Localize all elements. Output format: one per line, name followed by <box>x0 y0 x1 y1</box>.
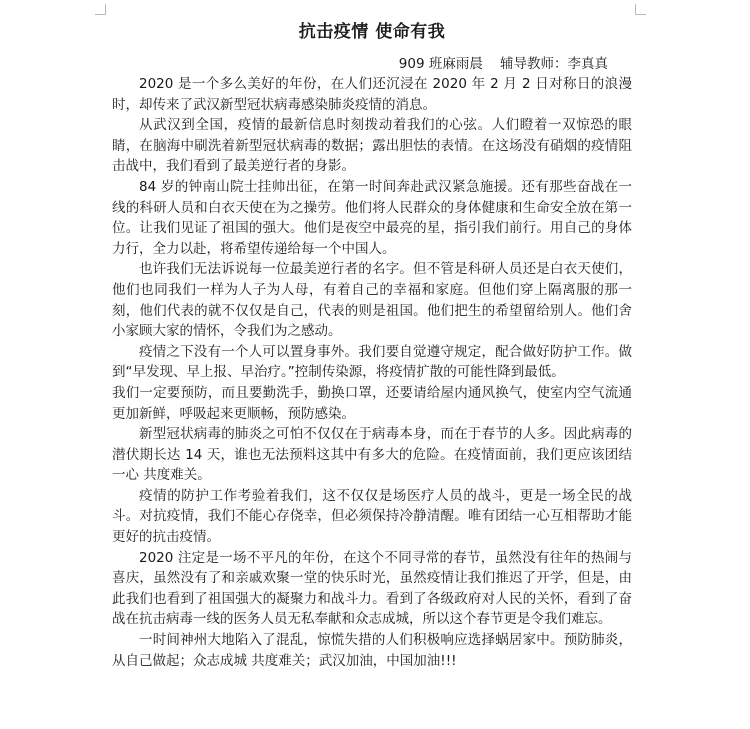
document-title: 抗击疫情 使命有我 <box>298 22 446 42</box>
paragraph-4: 也许我们无法诉说每一位最美逆行者的名字。但不管是科研人员还是白衣天使们，他们也同我们一样为人子为人母，有着自己的幸福和家庭。但他们穿上隔离服的那一刻，他们代表的就不仅仅是自己，代表的则是祖国。他们把生的希望留给别人。他们舍小家顾大家的情怀，令我们为之感动。 <box>112 261 632 340</box>
paragraph-10: 一时间神州大地陷入了混乱，惊慌失措的人们积极响应选择蜗居家中。预防肺炎，从自己做起；众志成城 共度难关；武汉加油，中国加油!!! <box>112 632 632 669</box>
paragraph-1: 2020 是一个多么美好的年份，在人们还沉浸在 2020 年 2 月 2 日对称日的浪漫时，却传来了武汉新型冠状病毒感染肺炎疫情的消息。 <box>112 76 632 113</box>
document-byline <box>112 54 608 74</box>
page-corner-mark-right <box>635 4 646 15</box>
paragraph-9: 2020 注定是一场不平凡的年份，在这个不同寻常的春节，虽然没有往年的热闹与喜庆，虽然没有了和亲戚欢聚一堂的快乐时光，虽然疫情让我们推迟了开学，但是，由此我们也看到了祖国强大的凝聚力和战斗力。看到了各级政府对人民的关怀，看到了奋战在抗击病毒一线的医务人员无私奉献和众志成城，所以这个春节更是令我们难忘。 <box>112 549 632 628</box>
paragraph-3: 84 岁的钟南山院士挂帅出征，在第一时间奔赴武汉紧急施援。还有那些奋战在一线的科研人员和白衣天使在为之操劳。他们将人民群众的身体健康和生命安全放在第一位。让我们见证了祖国的强大。他们是夜空中最亮的星，指引我们前行。用自己的身体力行，全力以赴，将希望传递给每一个中国人。 <box>112 178 632 257</box>
paragraph-2: 从武汉到全国，疫情的最新信息时刻拨动着我们的心弦。人们瞪着一双惊恐的眼睛，在脑海中刷洗着新型冠状病毒的数据；露出胆怯的表情。在这场没有硝烟的疫情阻击战中，我们看到了最美逆行者的身影。 <box>112 117 632 175</box>
paragraph-6: 我们一定要预防，而且要勤洗手，勤换口罩，还要请给屋内通风换气，使室内空气流通更加新鲜，呼吸起来更顺畅，预防感染。 <box>112 384 632 422</box>
paragraph-8: 疫情的防护工作考验着我们，这不仅仅是场医疗人员的战斗，更是一场全民的战斗。对抗疫情，我们不能心存侥幸，但必须保持冷静清醒。唯有团结一心互相帮助才能更好的抗击疫情。 <box>112 487 632 546</box>
document-page <box>112 20 632 671</box>
byline-gap <box>483 56 500 72</box>
author-line: 909 班麻雨晨 <box>398 56 483 72</box>
teacher-line: 辅导教师：李真真 <box>500 56 608 72</box>
paragraph-5: 疫情之下没有一个人可以置身事外。我们要自觉遵守规定，配合做好防护工作。做到“早发现、早上报、早治疗。”控制传染源，将疫情扩散的可能性降到最低。 <box>112 343 632 381</box>
page-corner-mark-left <box>95 4 106 15</box>
paragraph-7: 新型冠状病毒的肺炎之可怕不仅仅在于病毒本身，而在于春节的人多。因此病毒的潜伏期长达 14 天，谁也无法预料这其中有多大的危险。在疫情面前，我们更应该团结一心 共度难关。 <box>112 426 632 484</box>
